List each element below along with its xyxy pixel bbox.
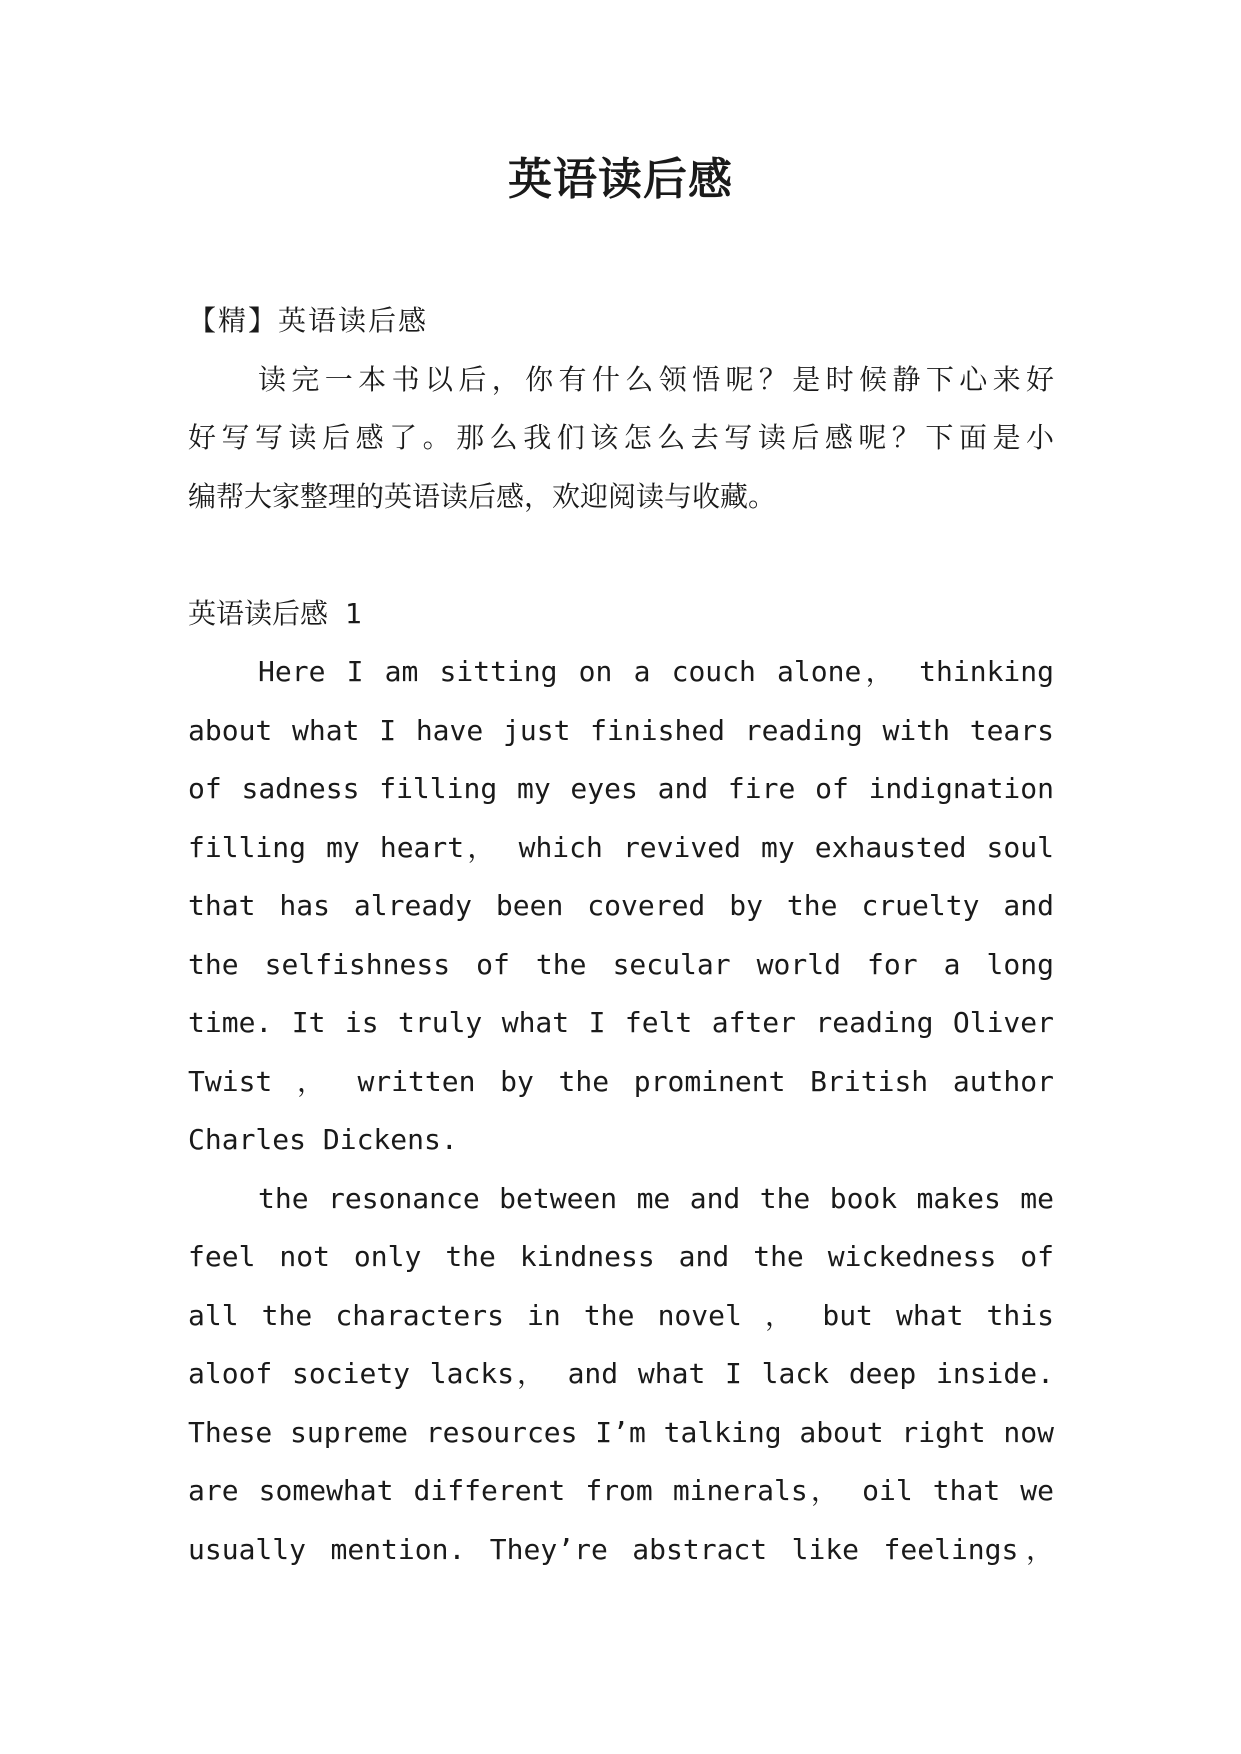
paragraph-gap: [188, 526, 1054, 585]
subtitle: 【精】英语读后感: [188, 304, 429, 337]
document-title: 英语读后感: [508, 154, 733, 205]
paragraph-line: aloof society lacks， and what I lack deep inside.: [188, 1357, 1054, 1390]
paragraph-line: the resonance between me and the book makes me: [258, 1181, 1054, 1215]
paragraph-line: of sadness filling my eyes and fire of indignation: [188, 772, 1054, 805]
intro-line: 好写写读后感了。那么我们该怎么去写读后感呢？下面是小: [188, 421, 1054, 454]
paragraph-line: all the characters in the novel ， but what this: [188, 1298, 1054, 1332]
paragraph-line: are somewhat different from minerals， oil that we: [188, 1474, 1054, 1507]
paragraph-line: usually mention. They’re abstract like feelings，: [188, 1532, 1054, 1566]
paragraph-line: time. It is truly what I felt after reading Oliver: [188, 1006, 1054, 1039]
paragraph-line: the selfishness of the secular world for a long: [188, 947, 1054, 981]
intro-line: 读完一本书以后，你有什么领悟呢？是时候静下心来好: [258, 362, 1054, 396]
document-body: [188, 292, 1054, 1579]
paragraph-line: Twist ， written by the prominent British author: [188, 1064, 1054, 1098]
paragraph-line: about what I have just finished reading with tears: [188, 713, 1054, 747]
paragraph-line: These supreme resources I’m talking about right now: [188, 1415, 1054, 1449]
paragraph-line: Here I am sitting on a couch alone， thinking: [258, 655, 1054, 688]
section-heading: 英语读后感 1: [188, 596, 362, 630]
intro-line: 编帮大家整理的英语读后感，欢迎阅读与收藏。: [188, 479, 777, 513]
paragraph-line: Charles Dickens.: [188, 1123, 458, 1156]
paragraph-line: filling my heart， which revived my exhausted soul: [188, 830, 1054, 864]
paragraph-line: that has already been covered by the cruelty and: [188, 889, 1054, 922]
paragraph-line: feel not only the kindness and the wickedness of: [188, 1240, 1054, 1273]
